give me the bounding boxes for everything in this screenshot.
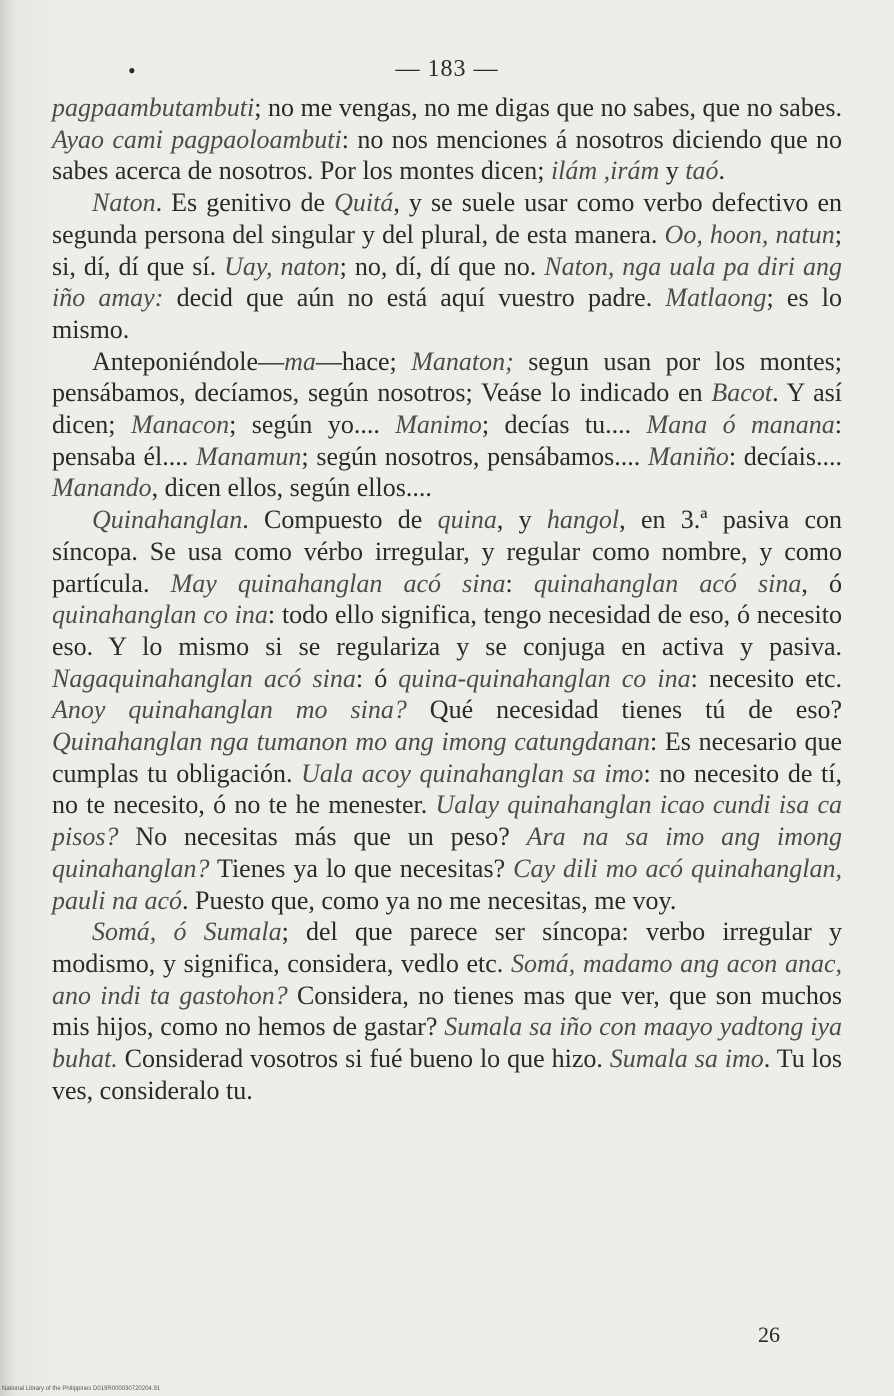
page-dot-mark: •	[128, 58, 136, 83]
italic-term: ma	[284, 346, 316, 376]
text-run: :	[505, 568, 534, 598]
text-run: ; es lo mismo.	[52, 283, 842, 344]
italic-term: Somá, madamo ang acon anac, ano indi ta gastohon?	[52, 948, 842, 1010]
text-run: ; no, dí, dí que no.	[339, 251, 545, 281]
italic-term: taó	[685, 156, 719, 186]
italic-term: pagpaambutambuti	[52, 93, 255, 122]
text-run: No necesitas más que un peso?	[118, 822, 527, 852]
signature-number: 26	[758, 1322, 780, 1347]
text-run: . Y así dicen;	[52, 378, 842, 440]
paragraph	[52, 187, 842, 346]
italic-term: Quinahanglan	[92, 505, 243, 535]
text-run: : no nos menciones á nosotros diciendo que no sabes acerca de nosotros. Por los montes dicen;	[52, 124, 842, 186]
italic-term: Manaton;	[411, 346, 514, 376]
text-run: , ó	[801, 568, 843, 598]
text-run: Anteponiéndole—	[92, 346, 285, 376]
text-run: : pensaba él....	[52, 410, 843, 471]
text-run: , en 3.ª pasiva con síncopa. Se usa como vérbo irregular, y regular como nombre, y como partícula.	[52, 505, 842, 598]
italic-term: Mana ó manana	[646, 410, 835, 440]
italic-term: Somá, ó Sumala	[92, 917, 282, 947]
library-credit: National Library of the Philippines D019R000030720204.91	[2, 1386, 161, 1392]
text-run: : ó	[355, 663, 399, 693]
italic-term: quinahanglan acó sina	[533, 568, 802, 598]
italic-term: Naton, nga uala pa diri ang iño amay:	[52, 251, 843, 313]
italic-term: Nagaquinahanglan acó sina	[52, 663, 356, 693]
italic-term: Sumala sa iño con maayo yadtong iya buhat.	[52, 1012, 843, 1074]
italic-term: Uay, naton	[224, 251, 340, 281]
paragraph	[52, 504, 842, 916]
text-run: —hace;	[315, 346, 412, 376]
italic-term: hangol	[546, 505, 620, 535]
italic-term: Ayao cami pagpaoloambuti	[52, 124, 342, 154]
text-run: , y	[496, 505, 547, 535]
italic-term: Uala acoy quinahanglan sa imo	[301, 758, 644, 788]
italic-term: Manimo	[395, 410, 482, 440]
italic-term: Sumala sa imo	[609, 1044, 764, 1074]
text-run: : no necesito de tí, no te necesito, ó no te he menester.	[52, 758, 842, 820]
italic-term: May quinahanglan acó sina	[170, 568, 506, 598]
text-run: segun usan por los montes; pensábamos, decíamos, según nosotros; Veáse lo indicado en	[52, 346, 842, 408]
text-run: . Compuesto de	[242, 505, 438, 535]
text-run: Considerad vosotros si fué bueno lo que hizo.	[117, 1044, 610, 1074]
italic-term: Cay dili mo acó quinahanglan, pauli na acó	[52, 853, 843, 915]
text-run: : Es necesario que cumplas tu obligación.	[52, 727, 842, 788]
italic-term: Manamun	[195, 441, 302, 471]
italic-term: Manacon	[130, 410, 230, 440]
italic-term: Matlaong	[665, 283, 767, 313]
italic-term: Quinahanglan nga tumanon mo ang imong catungdanan	[52, 727, 650, 757]
italic-term: Bacot	[711, 378, 773, 408]
italic-term: Naton	[92, 188, 156, 218]
text-run: y	[659, 156, 686, 186]
italic-term: Quitá	[334, 188, 394, 218]
italic-term: Maniño	[647, 441, 729, 471]
text-run: : todo ello significa, tengo necesidad de eso, ó necesito eso. Y lo mismo si se regulariza y se conjuga en activa y pasiva.	[52, 600, 842, 661]
italic-term: quina	[437, 505, 497, 535]
text-run: ; según yo....	[229, 410, 396, 440]
text-run: . Puesto que, como ya no me necesitas, me voy.	[182, 885, 677, 915]
italic-term: quinahanglan co ina	[52, 600, 268, 630]
text-run: Tienes ya lo que necesitas?	[209, 853, 514, 883]
text-run: . Tu los ves, consideralo tu.	[52, 1044, 843, 1105]
italic-term: Anoy quinahanglan mo sina?	[52, 695, 407, 725]
text-run: .	[718, 156, 726, 186]
text-run: ; decías tu....	[481, 410, 647, 440]
body-text	[52, 92, 842, 1107]
italic-term: quina-quinahanglan co ina	[398, 663, 691, 693]
text-run: Considera, no tienes mas que ver, que son muchos mis hijos, como no hemos de gastar?	[52, 980, 843, 1042]
text-run: ; según nosotros, pensábamos....	[301, 441, 648, 471]
paragraph	[52, 346, 842, 505]
italic-term: Oo, hoon, natun	[664, 219, 835, 249]
text-run: decid que aún no está aquí vuestro padre.	[163, 283, 666, 313]
page-number: — 183 —	[395, 56, 499, 82]
italic-term: Ualay quinahanglan icao cundi isa ca pisos?	[52, 790, 842, 852]
text-run: ; del que parece ser síncopa: verbo irregular y modismo, y significa, considera, vedlo etc.	[52, 917, 842, 978]
italic-term: Manando	[52, 473, 152, 503]
text-run: ; si, dí, dí que sí.	[52, 219, 842, 281]
text-run: : necesito etc.	[690, 663, 843, 693]
text-run: , y se suele usar como verbo defectivo en segunda persona del singular y del plural, de esta manera.	[52, 188, 842, 249]
text-run: Qué necesidad tienes tú de eso?	[406, 695, 842, 725]
italic-term: ilám ,irám	[550, 156, 660, 186]
text-run: : decíais....	[728, 441, 842, 471]
text-run: . Es genitivo de	[155, 188, 335, 218]
paragraph	[52, 92, 842, 187]
text-run: ; no me vengas, no me digas que no sabes, que no sabes.	[254, 93, 842, 122]
paragraph	[52, 916, 842, 1106]
text-run: , dicen ellos, según ellos....	[151, 473, 432, 503]
italic-term: Ara na sa imo ang imong quinahanglan?	[52, 822, 842, 883]
